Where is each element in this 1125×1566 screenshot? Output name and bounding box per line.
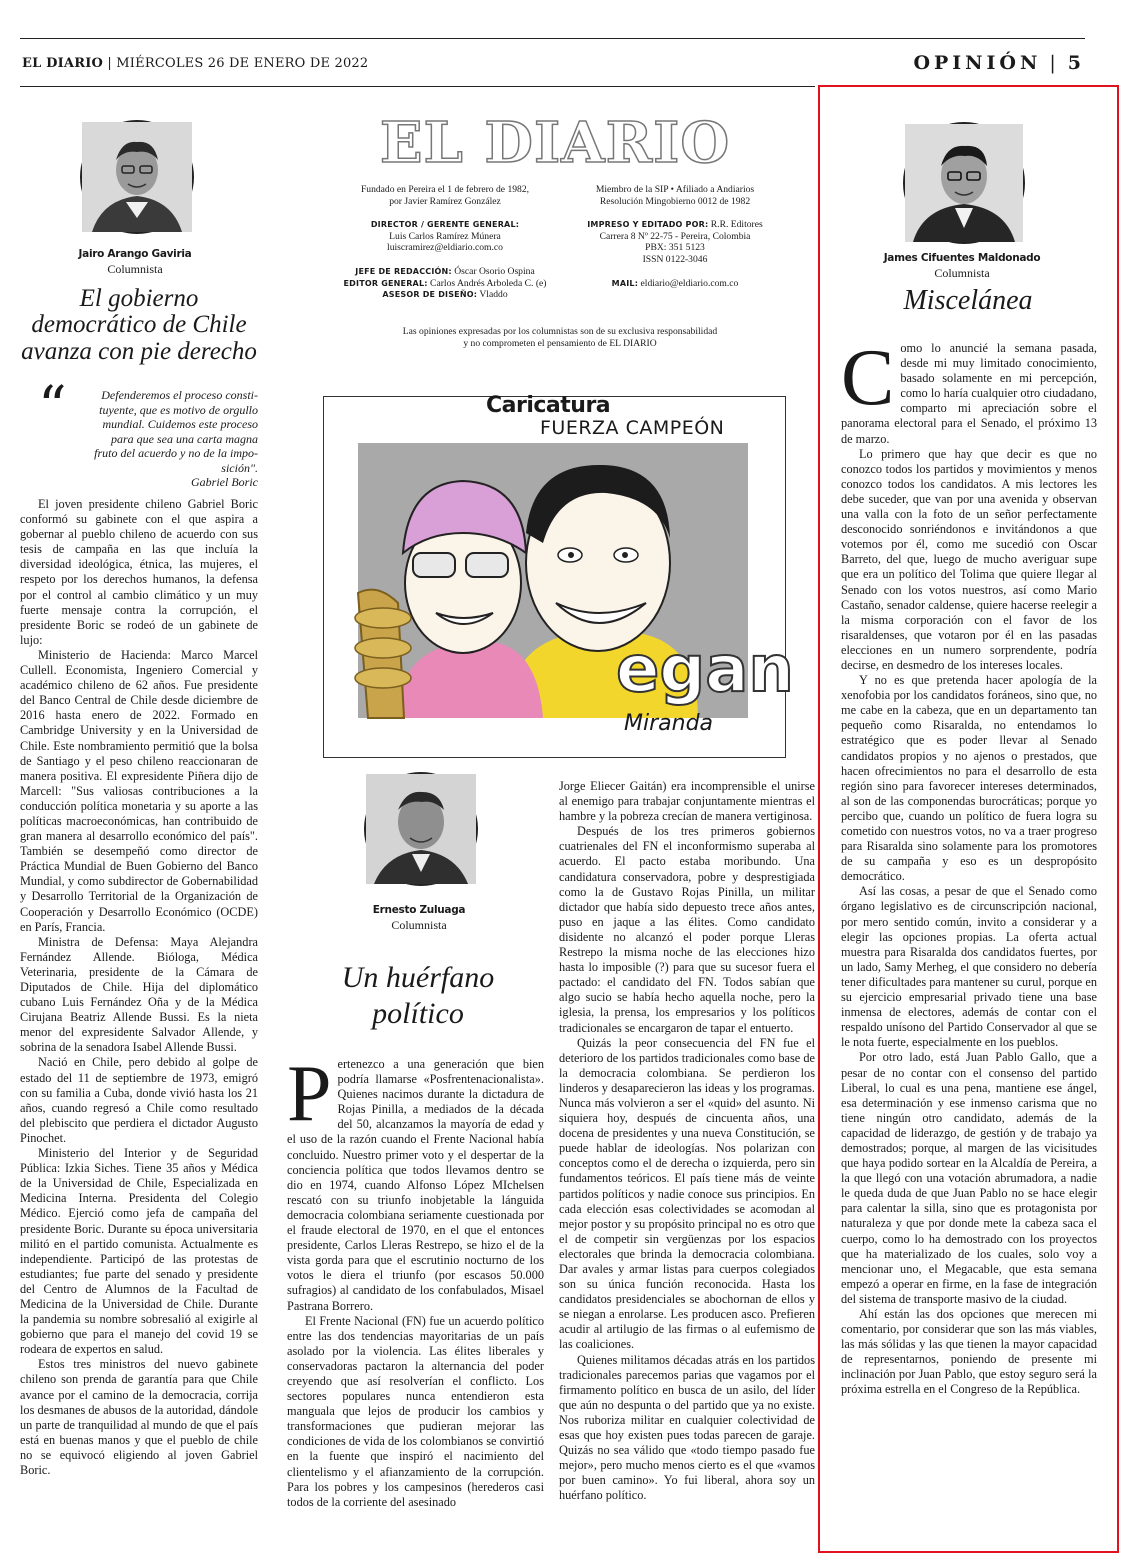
section-label: OPINIÓN bbox=[913, 52, 1042, 74]
column3-body: C omo lo anuncié la semana pasada, desde mi muy limitado conocimiento, basado solamente en mi percepción, como lo haría cualquier otro ciudadano, comparto mi apreciación sobre el panorama electoral para el Senado, el próximo 13 de marzo. Lo primero que hay que decir es que no conozco todos los partidos y movimientos y menos conozco todos los candidatos. A mis lectores les debe suceder, que van por una avenida y observan una valla con la foto de un señor perfectamente desconocido sonriéndonos e invitándonos a que votemos por él, como me sucedió con Oscar Barreto, del que, luego de mucho averiguar supe que era un político del Tolima que quiere llegar al Senado con los votos nuestros, así como Mario Castaño, senador caldense, quiere hacerse reelegir a la misma corporación con el favor de los risaraldenses, que votaron por él en las pasadas elecciones en un numero sorprendente, podría decirse, en desmedro de los intereses locales. Y no es que pretenda hacer apología de la xenofobia por los candidatos foráneos, sino que, no me cabe en la cabeza, que en un departamento tan pequeño como Risaralda, no entendamos lo estratégico que es poder llevar al Senado candidatos propios y no ajenos o prestados, que hacen ofrecimientos no para el desarrollo de esta región sino para favorecer intereses determinados, al son de las componendas burocráticas; porque yo percibo que, cuando un político de fuera logra su cometido con nuestros votos, no va a traer progreso para Risaralda sino solamente para los promotores de su campaña y eso es un despropósito democrático. Así las cosas, a pesar de que el Senado como órgano legislativo es de circunscripción nacional, por mero sentido común, invito a considerar y a elegir las opciones propias. La oferta actual muestra para Risaralda dos candidatos fuertes, por un lado, Samy Merheg, el que considero no debería tener dificultades para mantener su curul, porque en su ejercicio empresarial privado tiene una base inmensa de electores, además de contar con el respaldo unísono del Partido Conservador al que se le nota fuerte, especialmente en los pueblos. Por otro lado, está Juan Pablo Gallo, que a pesar de no contar con el consenso del partido Liberal, lo cual es una pena, mantiene ese ángel, esa determinación y ese inmenso carisma que no tiene ningún otro candidato, además de la capacidad de liderazgo, de gestión y de trabajo ya demostrados; porque, al margen de las vicisitudes que haya podido sortear en la Alcaldía de Pereira, a la que llegó con una votación abrumadora, a nadie le queda duda de que Juan Pablo no se hace elegir para calentar la silla, sino que es protagonista por naturaleza y que por donde mete la cabeza saca el cuerpo, como lo ha demostrado con los proyectos que ha materializado de los cuales, solo voy a mencionar uno, el Megacable, que esta semana empezó a operar en firme, en la fase de integración del sistema de transporte masivo de la ciudad. Ahí están las dos opciones que merecen mi comentario, por considerar que son las más viables, las más sólidas y las que tienen la mayor capacidad de representarnos, poniendo de presente mi inclinación por Juan Pablo, que estoy seguro será la próxima estrella en el Congreso de la República. bbox=[841, 334, 1097, 1397]
author-role: Columnista bbox=[107, 262, 163, 276]
column1-body: El joven presidente chileno Gabriel Boric conformó su gabinete con el que aspira a gobernar al pueblo chileno de acuerdo con sus tesis de campaña en las que incluía la diversidad ideológica, étnica, las mujeres, el respeto por los derechos humanos, la defensa por el control al cambio climático y un muy fuerte mensaje contra la corrupción, el presidente Boric se rodeó de un gabinete de lujo: Ministerio de Hacienda: Marco Marcel Cullell. Economista, Ingeniero Comercial y académico chileno de 62 años. Fue presidente del Banco Central de Chile desde diciembre de 2016 hasta enero de 2022. Formado en Cambridge University y en la Universidad de Chile. Este nombramiento permitió que la bolsa de Santiago y el peso chileno reaccionaran de manera positiva. El expresidente Piñera dijo de Marcell: "Sus valiosas contribuciones a la conducción política monetaria y su aporte a las políticas macroeconómicas, han contribuido de gran manera al desarrollo económico del país". También se desempeñó como director de Práctica Mundial de Buen Gobierno del Banco Mundial, y como subdirector de Gobernabilidad y Desarrollo Territorial de la Organización de Cooperación y Desarrollo Económico (OCDE) en París, Francia. Ministra de Defensa: Maya Alejandra Fernández Allende. Bióloga, Médica Veterinaria, presidente de la Cámara de Diputados de Chile. Hija del diplomático cubano Luis Fernández Oña y de la Médica Cirujana Beatriz Allende Bussi. Es la nieta menor del expresidente Salvador Allende, y sobrina de la senadora Isabel Allende Bussi. Nació en Chile, pero debido al golpe de estado del 11 de septiembre de 1973, emigró con su familia a Cuba, donde vivió hasta los 21 años, cuando regresó a Chile como resultado del plebiscito que perdiera el dictador Augusto Pinochet. Ministerio del Interior y de Seguridad Pública: Izkia Siches. Tiene 35 años y Médica de la Universidad de Chile, Especializada en Medicina Interna. Presidenta del Colegio Médico. Ejerció como jefa de campaña del presidente Boric. Durante su época universitaria militó en el partido comunista. Actualmente es independiente. Participó de las protestas de estudiantes; fue parte del senado y presidente del Centro de Alumnos de la Facultad de Medicina de la Universidad de Chile. Durante la pandemia su nombre sobresalió al exigirle al gobierno que para el manejo del covid 19 se rodeara de expertos en salud. Estos tres ministros del nuevo gabinete chileno son prenda de garantía para que Chile avance por el camino de la democracia, corrija los desmanes de abusos de la autoridad, dándole un parte de tranquilidad al mundo de que el país está en buenas manos y que el pueblo de chile no se equivocó eligiendo al joven Gabriel Boric. bbox=[20, 497, 258, 1477]
masthead-info-left: Fundado en Pereira el 1 de febrero de 1982, por Javier Ramírez González DIRECTOR / GERENTE GENERAL: Luis Carlos Ramírez Múnera luiscramirez@eldiario.com.co JEFE DE REDACCIÓN: Óscar Osorio Ospina EDITOR GENERAL: Carlos Andrés Arboleda C. (e) ASESOR DE DISEÑO: Vladdo bbox=[343, 184, 547, 301]
author-photo-james bbox=[903, 122, 1025, 244]
masthead-logo: EL DIARIO bbox=[379, 110, 731, 176]
header-right: OPINIÓN | 5 bbox=[913, 52, 1085, 74]
pull-quote: Defenderemos el proceso consti- tuyente, que es motivo de orgullo mundial. Cuidemos este proceso para que sea una carta magna fruto del acuerdo y no de la impo- sición". Gabriel Boric bbox=[84, 388, 258, 490]
portrait-icon bbox=[905, 124, 1023, 242]
quote-mark-icon: “ bbox=[38, 375, 67, 440]
author-name: Jairo Arango Gaviria bbox=[78, 248, 192, 260]
portrait-icon bbox=[82, 122, 192, 232]
dropcap: C bbox=[841, 334, 895, 422]
cartoon-word: egan bbox=[616, 633, 794, 707]
cartoon-title: Caricatura bbox=[486, 393, 611, 418]
header-brand: EL DIARIO bbox=[22, 56, 104, 71]
cartoon-frame bbox=[323, 393, 794, 758]
column1-title: El gobierno democrático de Chile avanza con pie derecho bbox=[21, 285, 257, 365]
cartoon-signature: Miranda bbox=[624, 711, 714, 736]
masthead-disclaimer: Las opiniones expresadas por los columnistas son de su exclusiva responsabilidad y no comprometen el pensamiento de EL DIARIO bbox=[402, 326, 718, 349]
author-name: Ernesto Zuluaga bbox=[372, 904, 466, 916]
author-name: James Cifuentes Maldonado bbox=[883, 252, 1041, 264]
column3-title: Miscelánea bbox=[903, 285, 1033, 316]
column2-title: Un huérfano político bbox=[341, 961, 495, 1030]
column2-body-left: P ertenezco a una generación que bien podría llamarse «Posfrentenacionalista». Quienes nacimos durante la dictadura de Rojas Pinilla, a mediados de la década del 50, alcanzamos la mayoría de edad y el uso de la razón cuando el Frente Nacional había concluido. Nuestro primer voto y el despertar de la conciencia política que todos llevamos dentro se dio en 1974, cuando Alfonso López MIchelsen rescató con su triunfo inobjetable la lánguida democracia colombiana seriamente cuestionada por el fraude electoral de 1970, en el que el entonces presidente, Carlos Lleras Restrepo, se hizo el de la vista gorda para que el escrutinio nocturno de los votos le diera el triunfo (por escasos 50.000 sufragios) al candidato de los confabulados, Misael Pastrana Borrero. El Frente Nacional (FN) fue un acuerdo político entre las dos tendencias mayoritarias de un país asolado por la violencia. Las élites liberales y conservadoras pactaron la alternancia del poder creyendo que así resolverían el conflicto. Los sectores populares nunca entendieron esta manguala que lejos de producir los cambios y transformaciones que pudieran mejorar las condiciones de vida de los colombianos se convirtió en la fuente que inspiró el nacimiento del clientelismo y el afianzamiento de la corrupción. Para los pobres y los campesinos (herederos casi todos de la corriente del asesinado bbox=[287, 1050, 544, 1509]
quote-author: Gabriel Boric bbox=[191, 475, 258, 489]
cartoon-subtitle: FUERZA CAMPEÓN bbox=[540, 417, 725, 439]
author-role: Columnista bbox=[934, 266, 990, 280]
author-role: Columnista bbox=[391, 918, 447, 932]
column2-body-right: Jorge Eliecer Gaitán) era incomprensible el unirse al enemigo para trabajar conjuntamente mientras el hambre y la pobreza crecían de manera vertiginosa. Después de los tres primeros gobiernos cuatrienales del FN el inconformismo superaba al acuerdo. El pacto estaba moribundo. Una candidatura conservadora, pobre y desprestigiada como la de Gustavo Rojas Pinilla, un militar dictador que había sido depuesto trece años antes, puso en jaque a las élites. Como candidato disidente no alcanzó el poder porque Lleras Restrepo la misma noche de las elecciones hizo hasta lo imposible (?) para que su sucesor fuera el pactado: el candidato del FN. Todos sabían que algo sucio se había hecho aquella noche, pero la iglesia, la prensa, los empresarios y los políticos tradicionales se encargaron de tapar el entuerto. Quizás la peor consecuencia del FN fue el deterioro de los partidos tradicionales como base de la democracia colombiana. Se perdieron los linderos y desaparecieron las ideas y los programas. Nunca más volvieron a ser el «quid» del asunto. Ni siquiera hoy, después de cincuenta años, una docena de presidentes y una nueva Constitución, se puede hablar de ideologías. Nos polarizan con conceptos como el de derecha o izquierda, pero sin fundamentos teóricos. El país tiene más de veinte partidos políticos y nadie conoce sus principios. En cada elección esas colectividades se acomodan al mejor postor y su propósito principal no es otro que el de competir sin vergüenzas por los espacios electorales que brinda la democracia colombiana. Dar avales y armar listas para cuerpos colegiados son su única función reconocida. Hasta los candidatos presidenciales se abochornan de ellos y se niegan a enrolarse. Les producen asco. Prefieren acudir al artilugio de las firmas o al eufemismo de las coaliciones. Quienes militamos décadas atrás en los partidos tradicionales parecemos parias que vagamos por el firmamento político en busca de un asilo, del líder que aún no despunta o del partido que ya no existe. Nos ruboriza militar en cualquier colectividad de esas que hoy existen pues todas parecen de garaje. Quizás no sea válido que «todo tiempo pasado fue mejor», pero mucho menos cierto es el que «vamos por buen camino». Yo fui liberal, ahora soy un huérfano político. bbox=[559, 779, 815, 1503]
masthead-info-right: Miembro de la SIP • Afiliado a Andiarios Resolución Mingobierno 0012 de 1982 IMPRESO Y EDITADO POR: R.R. Editores Carrera 8 Nº 22-75 - Pereira, Colombia PBX: 351 5123 ISSN 0122-3046 MAIL: eldiario@eldiario.com.co bbox=[587, 184, 763, 289]
header-date: MIÉRCOLES 26 DE ENERO DE 2022 bbox=[116, 56, 369, 71]
header-rule bbox=[20, 86, 815, 87]
author-photo-jairo bbox=[80, 120, 194, 234]
dropcap: P bbox=[287, 1050, 332, 1138]
cartoon-illustration bbox=[358, 443, 794, 745]
author-photo-ernesto bbox=[364, 772, 478, 886]
portrait-icon bbox=[366, 774, 476, 884]
page-number: 5 bbox=[1067, 52, 1085, 74]
top-rule bbox=[20, 38, 1085, 39]
header-left: EL DIARIO | MIÉRCOLES 26 DE ENERO DE 2022 bbox=[22, 56, 369, 71]
